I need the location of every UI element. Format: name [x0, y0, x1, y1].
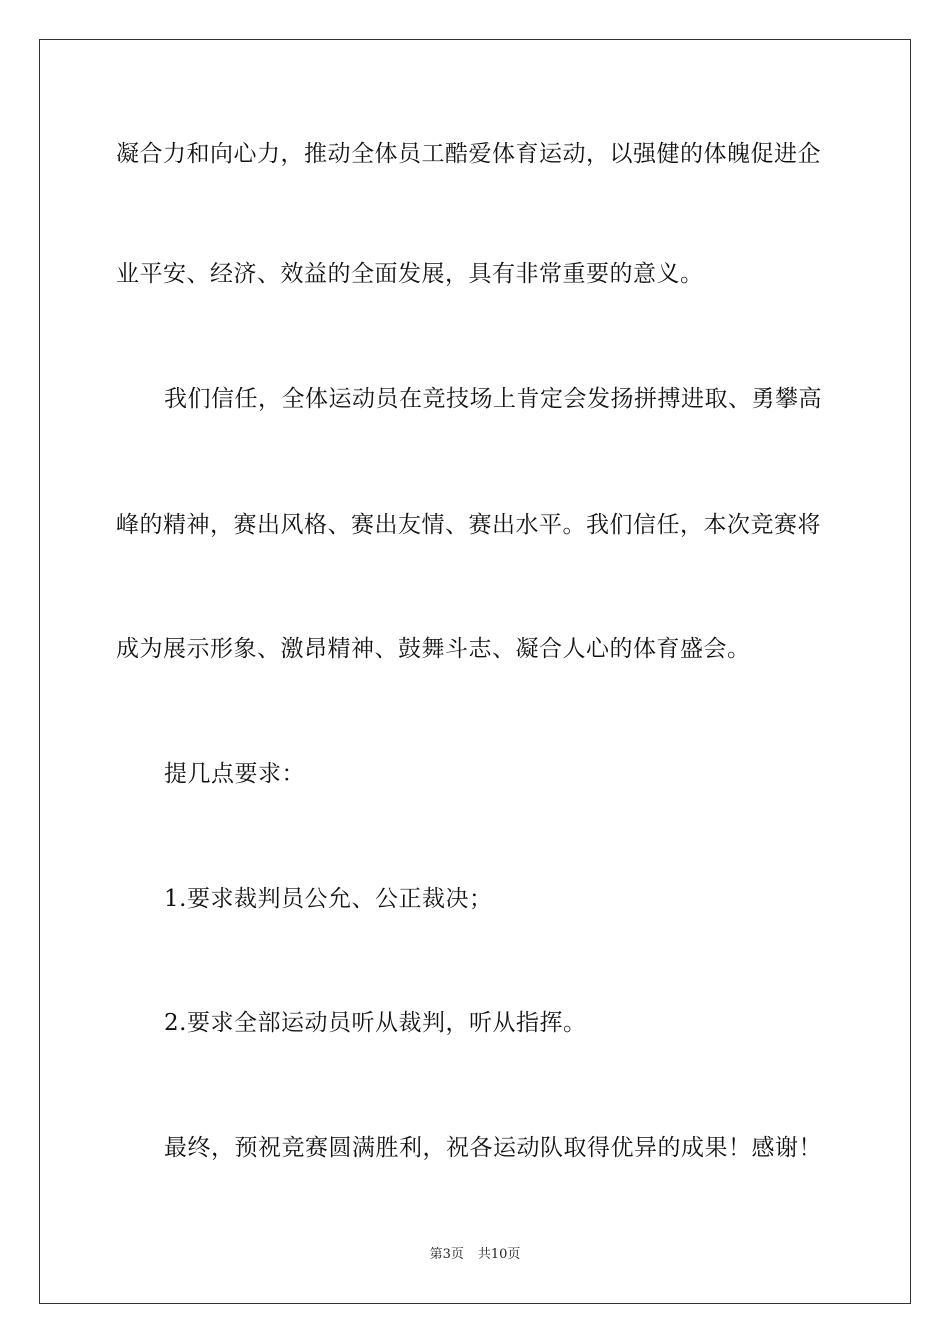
paragraph-line: 峰的精神，赛出风格、赛出友情、赛出水平。我们信任，本次竞赛将	[116, 512, 821, 538]
list-item: 2.要求全部运动员听从裁判，听从指挥。	[164, 1010, 587, 1036]
paragraph-line: 最终，预祝竞赛圆满胜利，祝各运动队取得优异的成果！感谢！	[164, 1135, 822, 1161]
paragraph-line: 提几点要求：	[164, 761, 305, 787]
page-number: 第3页	[429, 1247, 464, 1262]
paragraph-line: 我们信任，全体运动员在竞技场上肯定会发扬拼搏进取、勇攀高	[164, 386, 822, 412]
paragraph-line: 凝合力和向心力，推动全体员工酷爱体育运动，以强健的体魄促进企	[116, 141, 821, 167]
paragraph-line: 业平安、经济、效益的全面发展，具有非常重要的意义。	[116, 261, 704, 287]
page-frame	[39, 39, 911, 1304]
list-item: 1.要求裁判员公允、公正裁决；	[164, 886, 493, 912]
page-footer	[0, 1246, 950, 1264]
page-total: 共10页	[477, 1247, 521, 1262]
paragraph-line: 成为展示形象、激昂精神、鼓舞斗志、凝合人心的体育盛会。	[116, 636, 751, 662]
